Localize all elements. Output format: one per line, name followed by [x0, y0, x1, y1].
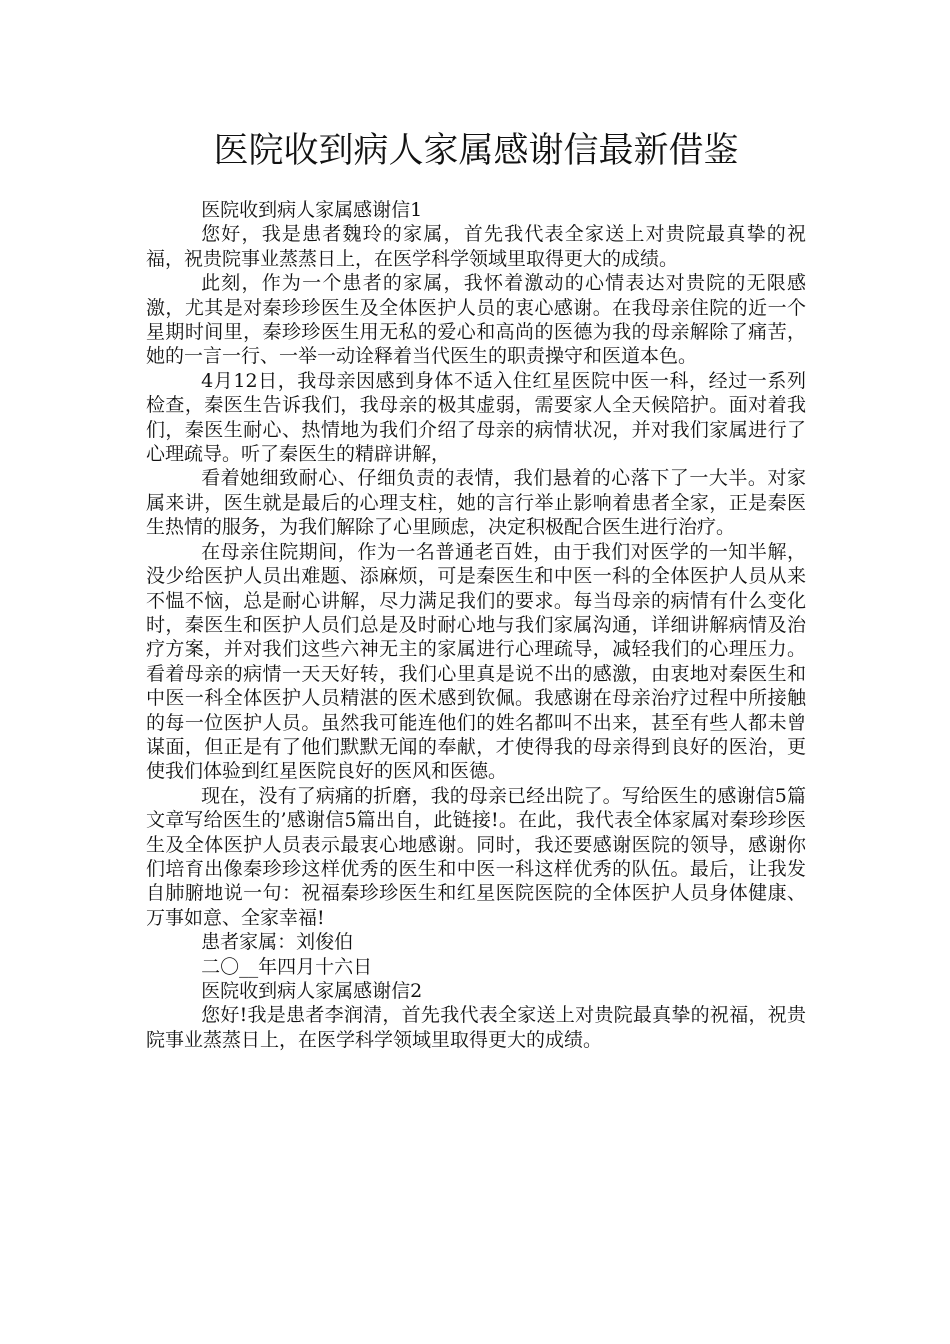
- paragraph-2: 此刻，作为一个患者的家属，我怀着激动的心情表达对贵院的无限感激，尤其是对秦珍珍医生及全体医护人员的衷心感谢。在我母亲住院的近一个星期时间里，秦珍珍医生用无私的爱心和高尚的医德为我的母亲解除了痛苦，她的一言一行、一举一动诠释着当代医生的职责操守和医道本色。: [146, 272, 806, 368]
- paragraph-5: 在母亲住院期间，作为一名普通老百姓，由于我们对医学的一知半解，没少给医护人员出难题、添麻烦，可是秦医生和中医一科的全体医护人员从来不愠不恼，总是耐心讲解，尽力满足我们的要求。每当母亲的病情有什么变化时，秦医生和医护人员们总是及时耐心地与我们家属沟通，详细讲解病情及治疗方案，并对我们这些六神无主的家属进行心理疏导，减轻我们的心理压力。看着母亲的病情一天天好转，我们心里真是说不出的感激，由衷地对秦医生和中医一科全体医护人员精湛的医术感到钦佩。我感谢在母亲治疗过程中所接触的每一位医护人员。虽然我可能连他们的姓名都叫不出来，甚至有些人都未曾谋面，但正是有了他们默默无闻的奉献，才使得我的母亲得到良好的医治，更使我们体验到红星医院良好的医风和医德。: [146, 540, 806, 783]
- document-title: 医院收到病人家属感谢信最新借鉴: [213, 131, 739, 171]
- date-line: 二〇__年四月十六日: [201, 955, 373, 978]
- section-heading-1: 医院收到病人家属感谢信1: [201, 199, 423, 221]
- section-heading-2: 医院收到病人家属感谢信2: [201, 980, 423, 1002]
- paragraph-4: 看着她细致耐心、仔细负责的表情，我们悬着的心落下了一大半。对家属来讲，医生就是最后的心理支柱，她的言行举止影响着患者全家，正是秦医生热情的服务，为我们解除了心里顾虑，决定积极配合医生进行治疗。: [146, 467, 806, 539]
- paragraph-1: 您好，我是患者魏玲的家属，首先我代表全家送上对贵院最真挚的祝福，祝贵院事业蒸蒸日上，在医学科学领域里取得更大的成绩。: [146, 223, 806, 270]
- document-body: [146, 198, 806, 1052]
- paragraph-3: 4月12日，我母亲因感到身体不适入住红星医院中医一科，经过一系列检查，秦医生告诉我们，我母亲的极其虚弱，需要家人全天候陪护。面对着我们，秦医生耐心、热情地为我们介绍了母亲的病情状况，并对我们家属进行了心理疏导。听了秦医生的精辟讲解，: [146, 369, 806, 466]
- paragraph-6: 现在，没有了病痛的折磨，我的母亲已经出院了。写给医生的感谢信5篇文章写给医生的’感谢信5篇出自，此链接!。在此，我代表全体家属对秦珍珍医生及全体医护人员表示最衷心地感谢。同时，我还要感谢医院的领导，感谢你们培育出像秦珍珍这样优秀的医生和中医一科这样优秀的队伍。最后，让我发自肺腑地说一句：祝福秦珍珍医生和红星医院医院的全体医护人员身体健康、万事如意、全家幸福!: [146, 784, 806, 929]
- paragraph-7: 您好!我是患者李润清，首先我代表全家送上对贵院最真挚的祝福，祝贵院事业蒸蒸日上，在医学科学领域里取得更大的成绩。: [146, 1004, 806, 1051]
- signature-line: 患者家属：刘俊伯: [201, 931, 354, 954]
